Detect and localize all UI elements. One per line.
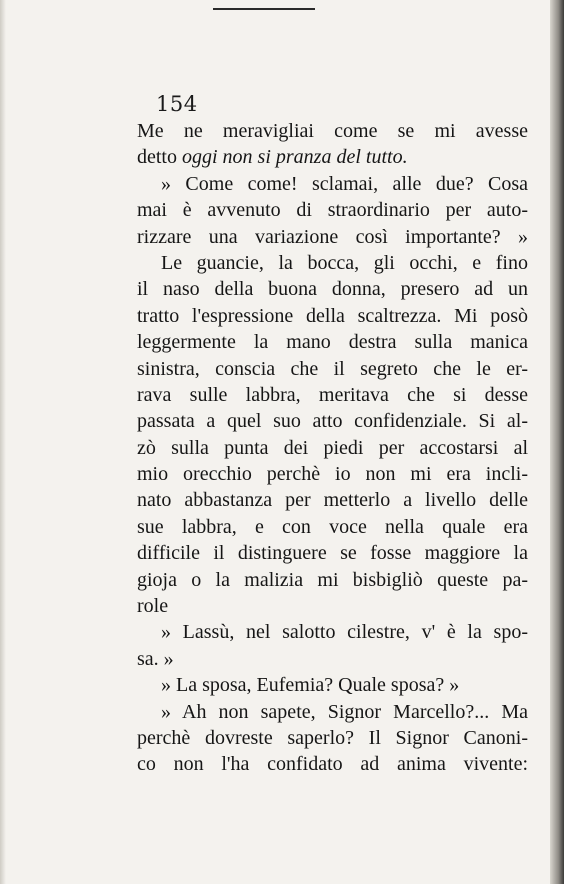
- text-line: » Lassù, nel salotto cilestre, v' è la spo-: [161, 621, 528, 644]
- text-line: » Come come! sclamai, alle due? Cosa: [161, 172, 528, 195]
- text-line: sinistra, conscia che il segreto che le er-: [137, 357, 528, 380]
- top-rule: [213, 8, 315, 10]
- text-line: role: [137, 595, 169, 618]
- text-line: sa. »: [137, 647, 174, 670]
- text-line: » La sposa, Eufemia? Quale sposa? »: [161, 674, 460, 697]
- text-line: tratto l'espressione della scaltrezza. Mi posò: [137, 304, 528, 327]
- text-line: » Ah non sapete, Signor Marcello?... Ma: [161, 700, 528, 723]
- text-line: Me ne meravigliai come se mi avesse: [137, 120, 528, 142]
- text-line: perchè dovreste saperlo? Il Signor Canoni-: [137, 726, 528, 749]
- text-line: il naso della buona donna, presero ad un: [137, 278, 528, 301]
- text-line: difficile il distinguere se fosse maggiore la: [137, 542, 528, 565]
- text-line: sue labbra, e con voce nella quale era: [137, 515, 528, 538]
- page-binding-edge: [550, 0, 564, 884]
- text-line: gioja o la malizia mi bisbigliò queste pa-: [137, 568, 528, 591]
- text-line: zò sulla punta dei piedi per accostarsi al: [137, 436, 528, 459]
- text-line: mio orecchio perchè io non mi era incli-: [137, 463, 528, 486]
- text-line: mai è avvenuto di straordinario per auto-: [137, 199, 528, 222]
- page-left-edge: [0, 0, 6, 884]
- text-line: [137, 144, 528, 170]
- body-text: [137, 118, 528, 778]
- text-line: passata a quel suo atto confidenziale. Si al-: [137, 410, 528, 433]
- page-number: 154: [156, 92, 198, 116]
- text-line: Le guancie, la bocca, gli occhi, e fino: [161, 251, 528, 274]
- text-line: rizzare una variazione così importante? »: [137, 225, 528, 248]
- text-line: leggermente la mano destra sulla manica: [137, 331, 528, 354]
- text-line: co non l'ha confidato ad anima vivente:: [137, 753, 528, 776]
- text-line: rava sulle labbra, meritava che si desse: [137, 383, 528, 406]
- text-line-segment: detto: [137, 146, 177, 169]
- italic-phrase: oggi non si pranza del tutto.: [182, 146, 408, 169]
- text-line: nato abbastanza per metterlo a livello delle: [137, 489, 528, 512]
